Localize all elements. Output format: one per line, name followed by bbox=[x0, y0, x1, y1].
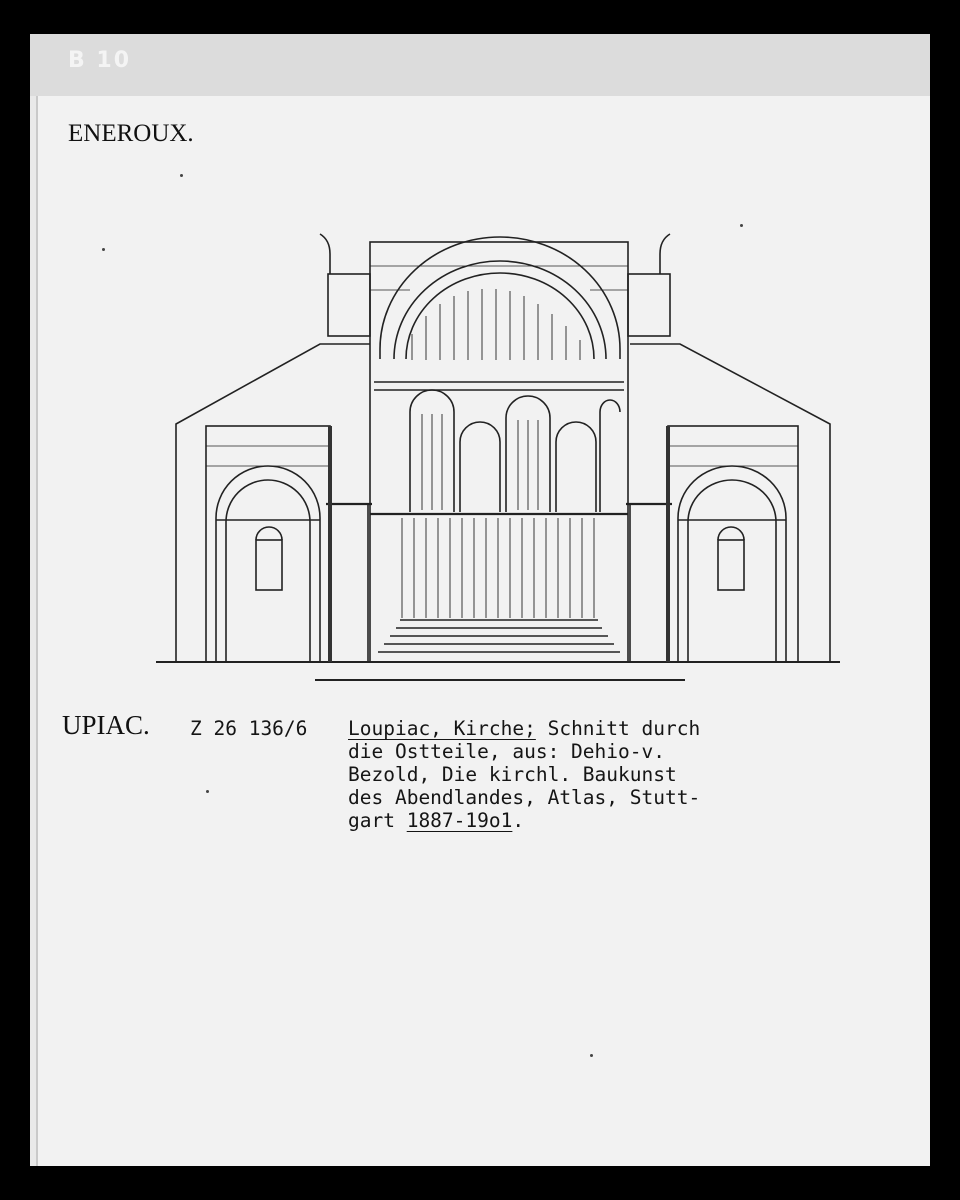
description-line: gart bbox=[348, 809, 407, 832]
call-number: Z 26 136/6 bbox=[190, 717, 308, 740]
dust-speck bbox=[590, 1054, 593, 1057]
description-line: die Ostteile, aus: Dehio-v. bbox=[348, 740, 665, 763]
dust-speck bbox=[102, 248, 105, 251]
subject-heading: Loupiac, Kirche; bbox=[348, 717, 536, 740]
archive-card bbox=[30, 34, 930, 1166]
church-section-drawing bbox=[30, 34, 930, 694]
dust-speck bbox=[206, 790, 209, 793]
description-line: des Abendlandes, Atlas, Stutt- bbox=[348, 786, 701, 809]
dust-speck bbox=[740, 224, 743, 227]
corner-mark: B 10 bbox=[68, 48, 132, 73]
publication-years: 1887-19o1 bbox=[406, 809, 513, 832]
description-line: Schnitt durch bbox=[535, 717, 701, 740]
clipping-caption: UPIAC. bbox=[62, 710, 150, 740]
description-end: . bbox=[512, 809, 525, 832]
dust-speck bbox=[180, 174, 183, 177]
clipping-title: ENEROUX. bbox=[68, 120, 194, 147]
catalog-description bbox=[348, 717, 700, 832]
description-line: Bezold, Die kirchl. Baukunst bbox=[348, 763, 677, 786]
